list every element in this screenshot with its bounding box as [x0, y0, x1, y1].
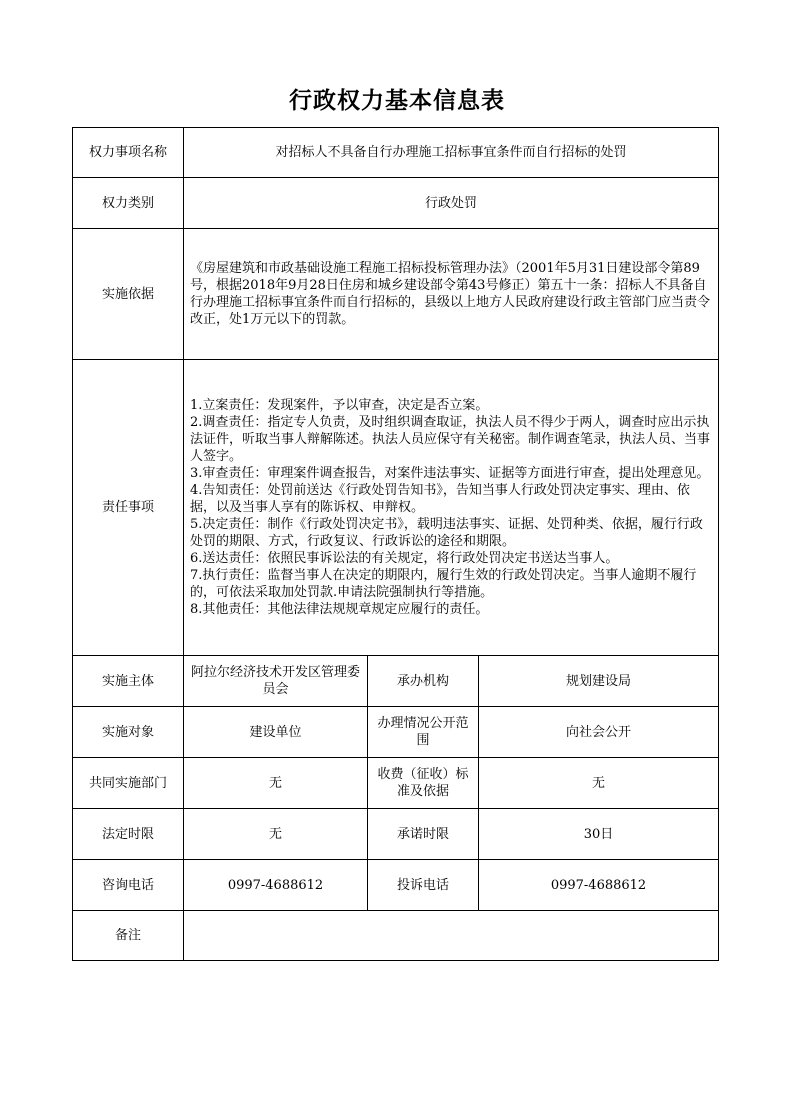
responsibility-item: 5.决定责任：制作《行政处罚决定书》，载明违法事实、证据、处罚种类、依据，履行行政处罚的期限、方式，行政复议、行政诉讼的途径和期限。	[190, 517, 703, 549]
info-table	[72, 127, 719, 961]
responsibility-label: 责任事项	[73, 360, 184, 656]
responsibility-item: 8.其他责任：其他法律法规规章规定应履行的责任。	[190, 602, 489, 617]
responsibility-item: 4.告知责任：处罚前送达《行政处罚告知书》，告知当事人行政处罚决定事实、理由、依据，以及当事人享有的陈诉权、申辩权。	[190, 483, 690, 515]
disclosure-value: 向社会公开	[479, 707, 719, 758]
target-label: 实施对象	[73, 707, 184, 758]
handling-agency-value: 规划建设局	[479, 656, 719, 707]
responsibility-item: 1.立案责任：发现案件，予以审查，决定是否立案。	[190, 398, 489, 413]
item-name-label: 权力事项名称	[73, 128, 184, 178]
joint-dept-label: 共同实施部门	[73, 758, 184, 809]
subject-label: 实施主体	[73, 656, 184, 707]
responsibility-item: 6.送达责任：依照民事诉讼法的有关规定，将行政处罚决定书送达当事人。	[190, 551, 619, 566]
responsibility-item: 2.调查责任：指定专人负责，及时组织调查取证，执法人员不得少于两人，调查时应出示执法证件，听取当事人辩解陈述。执法人员应保守有关秘密。制作调查笔录，执法人员、当事人签字。	[190, 415, 711, 464]
complaint-phone-value: 0997-4688612	[479, 860, 719, 911]
disclosure-label: 办理情况公开范围	[368, 707, 479, 758]
row-target	[73, 707, 719, 758]
remark-value	[184, 911, 719, 961]
page-title: 行政权力基本信息表	[289, 87, 505, 114]
category-value: 行政处罚	[184, 178, 719, 229]
consult-phone-label: 咨询电话	[73, 860, 184, 911]
handling-agency-label: 承办机构	[368, 656, 479, 707]
row-category	[73, 178, 719, 229]
item-name-value: 对招标人不具备自行办理施工招标事宜条件而自行招标的处罚	[184, 128, 719, 178]
joint-dept-value: 无	[184, 758, 368, 809]
row-basis	[73, 229, 719, 360]
responsibility-item: 3.审查责任：审理案件调查报告，对案件违法事实、证据等方面进行审查，提出处理意见。	[190, 466, 710, 481]
row-responsibility	[73, 360, 719, 656]
legal-time-label: 法定时限	[73, 809, 184, 860]
basis-label: 实施依据	[73, 229, 184, 360]
responsibility-list	[184, 360, 719, 656]
complaint-phone-label: 投诉电话	[368, 860, 479, 911]
subject-value: 阿拉尔经济技术开发区管理委员会	[184, 656, 368, 707]
row-subject	[73, 656, 719, 707]
row-phone	[73, 860, 719, 911]
fee-label: 收费（征收）标准及依据	[368, 758, 479, 809]
row-remark	[73, 911, 719, 961]
promised-time-value: 30日	[479, 809, 719, 860]
row-joint	[73, 758, 719, 809]
target-value: 建设单位	[184, 707, 368, 758]
row-item-name	[73, 128, 719, 178]
remark-label: 备注	[73, 911, 184, 961]
category-label: 权力类别	[73, 178, 184, 229]
promised-time-label: 承诺时限	[368, 809, 479, 860]
legal-time-value: 无	[184, 809, 368, 860]
responsibility-item: 7.执行责任：监督当事人在决定的期限内，履行生效的行政处罚决定。当事人逾期不履行的，可依法采取加处罚款.申请法院强制执行等措施。	[190, 568, 697, 600]
fee-value: 无	[479, 758, 719, 809]
consult-phone-value: 0997-4688612	[184, 860, 368, 911]
row-time-limit	[73, 809, 719, 860]
basis-value: 《房屋建筑和市政基础设施工程施工招标投标管理办法》（2001年5月31日建设部令第89号，根据2018年9月28日住房和城乡建设部令第43号修正）第五十一条：招标人不具备自行办理施工招标事宜条件而自行招标的，县级以上地方人民政府建设行政主管部门应当责令改正，处1万元以下的罚款。	[184, 229, 719, 360]
